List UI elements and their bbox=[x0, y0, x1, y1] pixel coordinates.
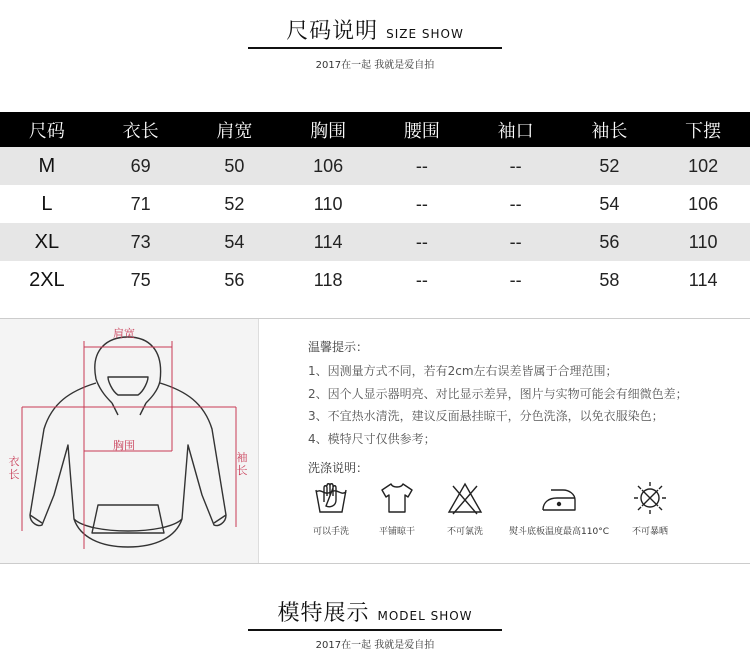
col-header: 腰围 bbox=[375, 112, 469, 147]
col-header: 袖口 bbox=[469, 112, 563, 147]
table-cell: 56 bbox=[224, 269, 245, 290]
size-subtitle: 2017在一起 我就是爱自拍 bbox=[315, 60, 435, 71]
size-cell: L bbox=[41, 192, 53, 215]
size-table-header bbox=[0, 112, 750, 147]
table-cell: 52 bbox=[563, 147, 657, 185]
table-row bbox=[0, 185, 750, 223]
table-cell: 73 bbox=[94, 223, 188, 261]
cuffs bbox=[30, 515, 226, 523]
table-row bbox=[0, 147, 750, 185]
table-cell: -- bbox=[509, 269, 522, 290]
table-cell: -- bbox=[375, 147, 469, 185]
body-outline bbox=[30, 383, 226, 547]
table-cell: 54 bbox=[599, 193, 620, 214]
col-header: 下摆 bbox=[656, 112, 750, 147]
table-cell: -- bbox=[469, 147, 563, 185]
size-cell: XL bbox=[0, 223, 94, 261]
table-cell: 75 bbox=[130, 269, 151, 290]
col-header: 尺码 bbox=[0, 112, 94, 147]
table-cell: 71 bbox=[130, 193, 151, 214]
length-sleeve-guide bbox=[22, 407, 236, 531]
no-bleach-icon bbox=[446, 480, 484, 516]
size-title-cn: 尺码说明 bbox=[286, 19, 379, 44]
chest-label: 胸围 bbox=[113, 439, 135, 452]
drawstrings bbox=[112, 403, 146, 415]
no-sun-dry-icon bbox=[631, 480, 669, 516]
table-cell: 106 bbox=[688, 193, 719, 214]
care-item-no-bleach bbox=[438, 480, 492, 537]
col-header: 衣长 bbox=[94, 112, 188, 147]
size-section-title bbox=[0, 14, 750, 45]
care-item-flat-dry bbox=[370, 480, 424, 537]
care-label: 平铺晾干 bbox=[378, 527, 415, 537]
care-label: 熨斗底板温度最高110°C bbox=[509, 527, 609, 537]
care-label: 可以手洗 bbox=[312, 527, 349, 537]
tip-item: 1、因测量方式不同，若有2cm左右误差皆属于合理范围； bbox=[308, 364, 618, 378]
size-title-en: SIZE SHOW bbox=[386, 27, 464, 41]
table-row bbox=[0, 261, 750, 299]
shoulder-width-label: 肩宽 bbox=[113, 327, 135, 340]
table-cell: 58 bbox=[599, 269, 620, 290]
table-cell: -- bbox=[469, 223, 563, 261]
care-item-no-sun-dry bbox=[622, 480, 678, 537]
flat-dry-icon bbox=[378, 480, 416, 516]
sleeve-length-label: 袖长 bbox=[236, 451, 248, 477]
table-cell: 56 bbox=[563, 223, 657, 261]
table-cell: 50 bbox=[188, 147, 282, 185]
col-header: 胸围 bbox=[281, 112, 375, 147]
model-title-divider bbox=[248, 629, 502, 631]
hood-opening bbox=[108, 377, 148, 395]
table-row bbox=[0, 223, 750, 261]
table-cell: -- bbox=[509, 193, 522, 214]
iron-icon bbox=[539, 480, 579, 516]
washing-title: 洗涤说明： bbox=[308, 461, 369, 475]
length-label: 衣长 bbox=[8, 455, 20, 481]
tips-title: 温馨提示： bbox=[308, 340, 369, 354]
table-cell: 110 bbox=[656, 223, 750, 261]
table-cell: 52 bbox=[224, 193, 245, 214]
table-cell: 114 bbox=[281, 223, 375, 261]
tip-item: 2、因个人显示器明亮、对比显示差异，图片与实物可能会有细微色差； bbox=[308, 387, 688, 401]
care-label: 不可暴晒 bbox=[631, 527, 668, 537]
hand-wash-icon bbox=[312, 480, 350, 516]
table-cell: -- bbox=[415, 269, 428, 290]
table-cell: 106 bbox=[281, 147, 375, 185]
size-cell: 2XL bbox=[29, 268, 65, 291]
model-subtitle: 2017在一起 我就是爱自拍 bbox=[315, 640, 435, 651]
tip-item: 4、模特尺寸仅供参考； bbox=[308, 432, 436, 446]
model-title-cn: 模特展示 bbox=[277, 601, 370, 626]
model-title-en: MODEL SHOW bbox=[377, 609, 473, 623]
size-title-divider bbox=[248, 47, 502, 49]
size-cell: M bbox=[0, 147, 94, 185]
care-item-hand-wash bbox=[304, 480, 358, 537]
size-table bbox=[0, 112, 750, 299]
col-header: 袖长 bbox=[563, 112, 657, 147]
table-cell: 102 bbox=[656, 147, 750, 185]
table-cell: 118 bbox=[313, 269, 343, 290]
table-cell: 69 bbox=[94, 147, 188, 185]
hem bbox=[74, 519, 182, 531]
care-label: 不可氯洗 bbox=[446, 527, 483, 537]
tip-item: 3、不宜热水清洗，建议反面悬挂晾干，分色洗涤，以免衣服染色； bbox=[308, 409, 664, 423]
col-header: 肩宽 bbox=[188, 112, 282, 147]
table-cell: 110 bbox=[313, 193, 343, 214]
table-cell: -- bbox=[375, 223, 469, 261]
model-section-title bbox=[0, 596, 750, 627]
table-cell: -- bbox=[415, 193, 428, 214]
table-cell: 114 bbox=[688, 269, 718, 290]
measurement-figure-panel bbox=[0, 319, 259, 563]
care-item-iron bbox=[496, 480, 622, 537]
table-cell: 54 bbox=[188, 223, 282, 261]
